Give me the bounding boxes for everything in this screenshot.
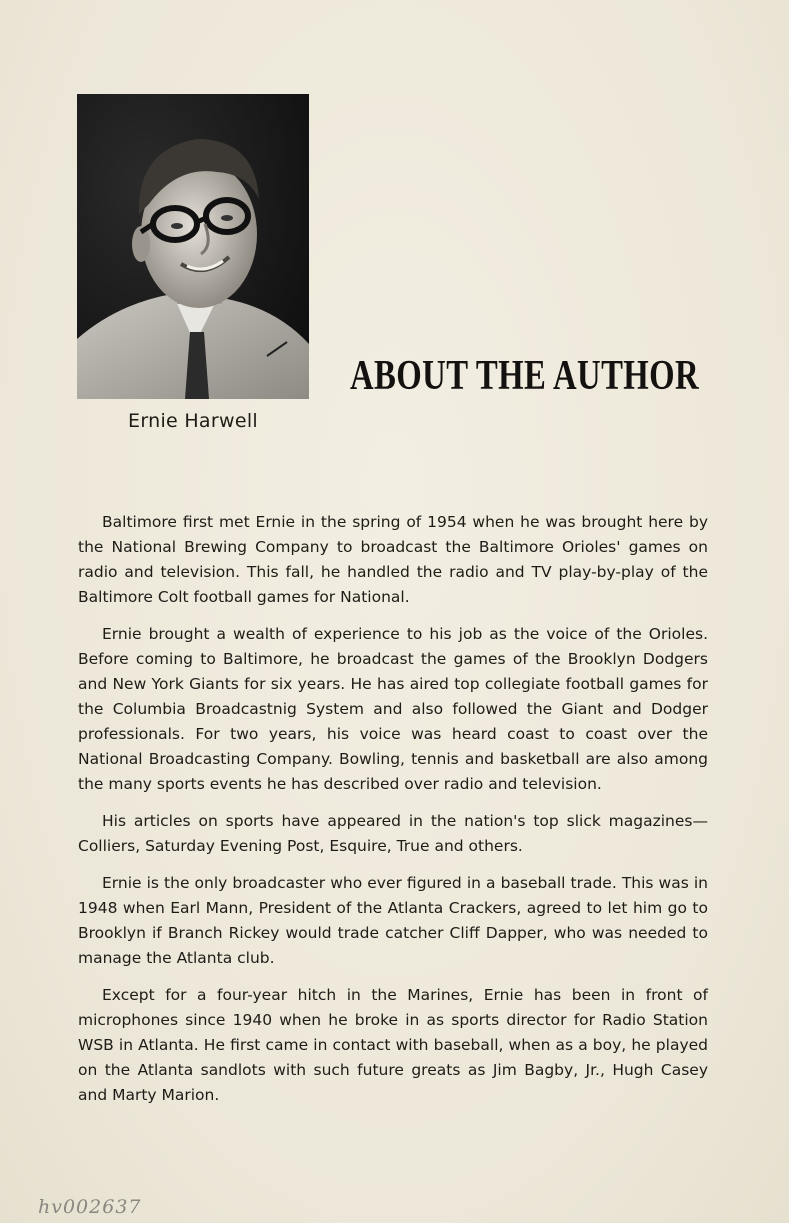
page-title: ABOUT THE AUTHOR xyxy=(350,353,700,399)
portrait-illustration xyxy=(77,94,309,399)
paragraph: Ernie is the only broadcaster who ever figured in a baseball trade. This was in 1948 when Earl Mann, President of the Atlanta Crackers, agreed to let him go to Brooklyn if Branch Rickey would trade catcher Cliff Dapper, who was needed to manage the Atlanta club. xyxy=(78,874,708,967)
author-portrait xyxy=(77,94,309,399)
paragraph: Baltimore first met Ernie in the spring of 1954 when he was brought here by the National Brewing Company to broadcast the Baltimore Orioles' games on radio and television. This fall, he handled the radio and TV play-by-play of the Baltimore Colt football games for National. xyxy=(78,513,708,606)
paragraph: His articles on sports have appeared in the nation's top slick magazines—Colliers, Saturday Evening Post, Esquire, True and others. xyxy=(78,812,708,855)
biography-text xyxy=(78,510,708,1120)
paragraph: Except for a four-year hitch in the Marines, Ernie has been in front of microphones since 1940 when he broke in as sports director for Radio Station WSB in Atlanta. He first came in contact with baseball, when as a boy, he played on the Atlanta sandlots with such future greats as Jim Bagby, Jr., Hugh Casey and Marty Marion. xyxy=(78,986,708,1104)
photo-caption: Ernie Harwell xyxy=(128,410,258,432)
handwritten-catalog-number: hv002637 xyxy=(38,1196,142,1218)
paragraph: Ernie brought a wealth of experience to his job as the voice of the Orioles. Before coming to Baltimore, he broadcast the games of the Brooklyn Dodgers and New York Giants for six years. He has aired top collegiate football games for the Columbia Broadcastnig System and also followed the Giant and Dodger professionals. For two years, his voice was heard coast to coast over the National Broadcasting Company. Bowling, tennis and basketball are also among the many sports events he has described over radio and television. xyxy=(78,625,708,793)
